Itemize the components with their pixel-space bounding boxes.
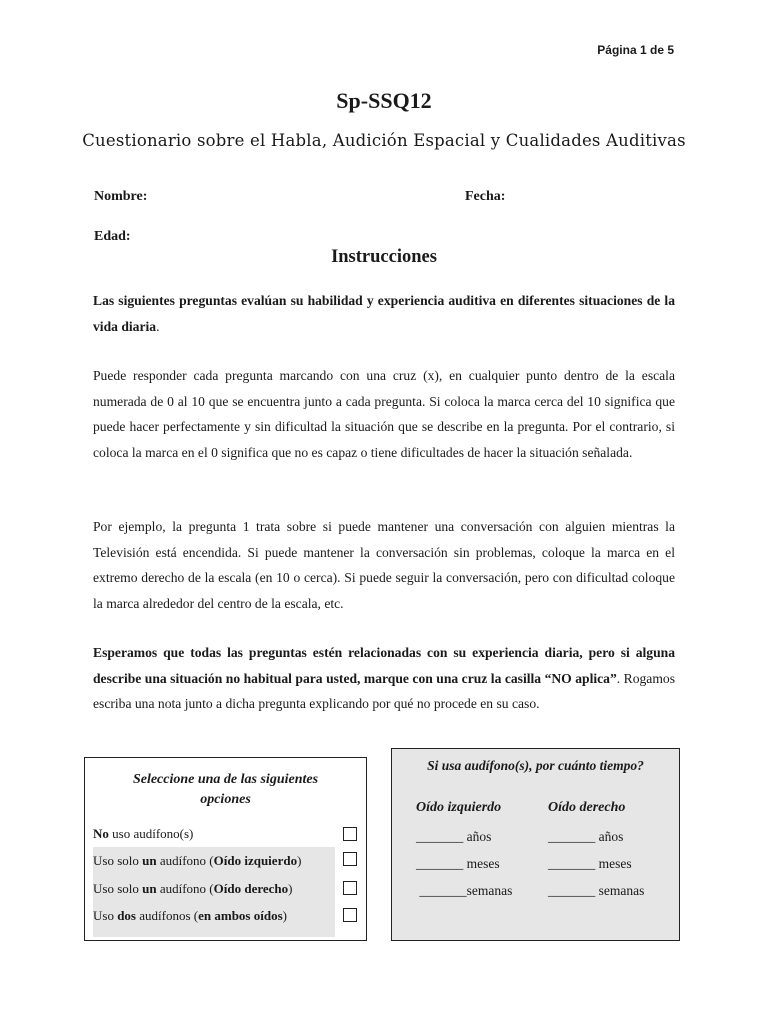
option-left-ear: Uso solo un audífono (Oído izquierdo): [93, 847, 335, 875]
name-field-label: Nombre:: [94, 189, 148, 204]
instructions-paragraph-2: Puede responder cada pregunta marcando con una cruz (x), en cualquier punto dentro de la escala numerada de 0 al 10 que se encuentra junto a cada pregunta. Si coloca la marca cerca del 10 significa que puede hacer perfectamente y sin dificultad la situación que se describe en la pregunta. Por el contrario, si coloca la marca en el 0 significa que no es capaz o tiene dificultades de hacer la situación señalada.: [93, 368, 675, 460]
instructions-paragraph-1: [93, 288, 675, 339]
hearing-aid-duration-box: [391, 748, 680, 941]
p4-rest-text: . Rogamos escriba una nota junto a dicha pregunta explicando por qué no procede en su caso.: [93, 670, 675, 711]
p4-bold-text: Esperamos que todas las preguntas estén relacionadas con su experiencia diaria, pero si alguna describe una situación no habitual para usted, marque con una cruz la casilla “NO aplica”: [93, 645, 675, 686]
right-years-field[interactable]: _______ años: [548, 829, 624, 844]
option-both-ears: Uso dos audífonos (en ambos oídos): [93, 903, 335, 937]
page-number: Página 1 de 5: [597, 43, 674, 57]
instructions-paragraph-3: Por ejemplo, la pregunta 1 trata sobre si puede mantener una conversación con alguien mientras la Televisión está encendida. Si puede mantener la conversación sin problemas, coloque la marca en el extremo derecho de la escala (en 10 o cerca). Si puede seguir la conversación, pero con dificultad coloque la marca alrededor del centro de la escala, etc.: [93, 519, 675, 611]
left-months-field[interactable]: _______ meses: [416, 856, 500, 871]
right-ear-heading: Oído derecho: [548, 800, 626, 815]
hearing-aid-options-box: [84, 757, 367, 941]
option-right-ear-checkbox[interactable]: [343, 881, 357, 895]
p1-end: .: [156, 318, 160, 334]
option-left-ear-checkbox[interactable]: [343, 852, 357, 866]
right-months-field[interactable]: _______ meses: [548, 856, 632, 871]
instructions-paragraph-4: [93, 640, 675, 717]
document-title: Sp-SSQ12: [336, 88, 432, 113]
option-no-hearing-aid: No uso audífono(s): [93, 826, 194, 841]
option-both-ears-checkbox[interactable]: [343, 908, 357, 922]
date-field-label: Fecha:: [465, 189, 506, 204]
left-weeks-field[interactable]: _______semanas: [416, 883, 513, 898]
duration-box-title: Si usa audífono(s), por cuánto tiempo?: [427, 758, 644, 773]
right-weeks-field[interactable]: _______ semanas: [548, 883, 645, 898]
age-field-label: Edad:: [94, 229, 131, 244]
document-subtitle: Cuestionario sobre el Habla, Audición Espacial y Cualidades Auditivas: [82, 131, 686, 150]
p1-bold-text: Las siguientes preguntas evalúan su habilidad y experiencia auditiva en diferentes situaciones de la vida diaria: [93, 293, 675, 334]
left-years-field[interactable]: _______ años: [416, 829, 492, 844]
left-ear-heading: Oído izquierdo: [416, 800, 502, 815]
instructions-heading: Instrucciones: [331, 247, 437, 267]
option-no-hearing-aid-checkbox[interactable]: [343, 827, 357, 841]
options-box-title: Seleccione una de las siguientes opciones: [132, 772, 319, 807]
option-right-ear: Uso solo un audífono (Oído derecho): [93, 875, 335, 903]
